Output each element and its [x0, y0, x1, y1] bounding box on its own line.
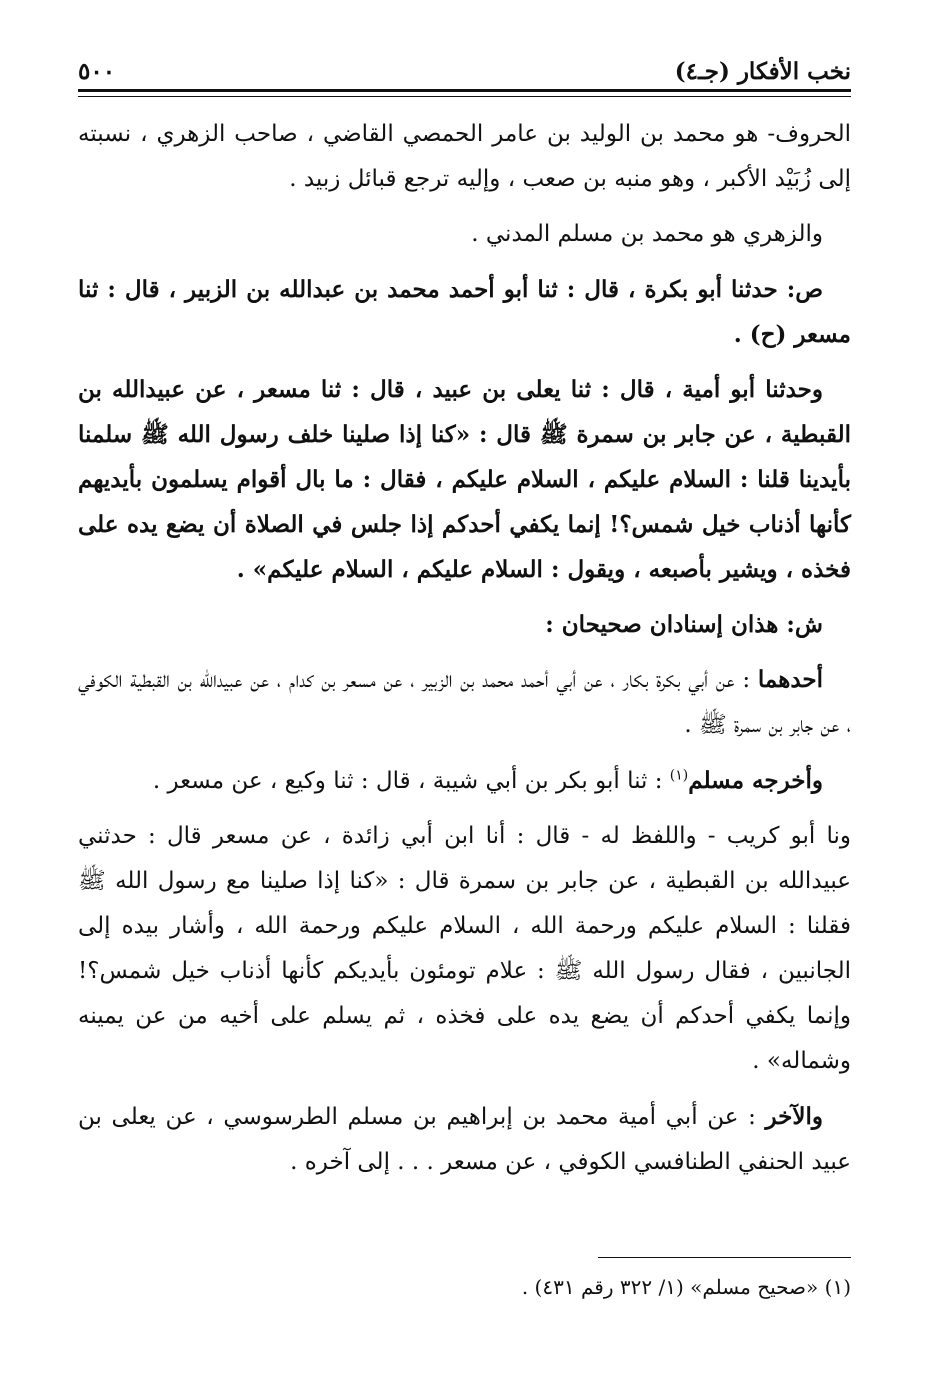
- page-header: [78, 54, 851, 88]
- header-rule-thick: [78, 89, 851, 92]
- paragraph-5: ش: هذان إسنادان صحيحان :: [545, 611, 823, 638]
- footnote: (١) «صحيح مسلم» (١/ ٣٢٢ رقم ٤٣١) .: [521, 1275, 851, 1299]
- paragraph-7: [78, 758, 851, 804]
- page-number: ٥٠٠: [78, 57, 116, 85]
- book-title: نخب الأفكار (جـ٤): [674, 57, 851, 85]
- paragraph-6-lead: أحدهما: [757, 666, 824, 693]
- paragraph-4: وحدثنا أبو أمية ، قال : ثنا يعلى بن عبيد ، قال : ثنا مسعر ، عن عبيدالله بن القبطية ، عن جابر بن سمرة ﷺ قال : «كنا إذا صلينا خلف رسول الله ﷺ سلمنا بأيدينا قلنا : السلام عليكم ، السلام عليكم ، فقال : ما بال أقوام يسلمون بأيديهم كأنها أذناب خيل شمس؟! إنما يكفي أحدكم إذا جلس في الصلاة أن يضع يده على فخذه ، ويشير بأصبعه ، ويقول : السلام عليكم ، السلام عليكم» .: [78, 376, 851, 583]
- paragraph-9-lead: والآخر: [765, 1103, 824, 1130]
- paragraph-3: ص: حدثنا أبو بكرة ، قال : ثنا أبو أحمد محمد بن عبدالله بن الزبير ، قال : ثنا مسعر (ح) .: [78, 276, 851, 348]
- paragraph-7-lead: وأخرجه مسلم: [688, 767, 823, 794]
- footnote-ref: (١): [669, 767, 689, 784]
- footnote-rule: [598, 1257, 851, 1258]
- page-body: [78, 112, 851, 1195]
- paragraph-9: [78, 1094, 851, 1185]
- paragraph-1: الحروف- هو محمد بن الوليد بن عامر الحمصي القاضي ، صاحب الزهري ، نسبته إلى زُبَيْد الأكبر ، وهو منبه بن صعب ، وإليه ترجع قبائل زبيد .: [78, 121, 851, 192]
- paragraph-6-text: : عن أبي بكرة بكار ، عن أبي أحمد محمد بن الزبير ، عن مسعر بن كدام ، عن عبيدالله بن القبطية الكوفي ، عن جابر بن سمرة ﷺ .: [78, 667, 851, 738]
- paragraph-9-text: : عن أبي أمية محمد بن إبراهيم بن مسلم الطرسوسي ، عن يعلى بن عبيد الحنفي الطنافسي الكوفي ، عن مسعر . . . إلى آخره .: [78, 1104, 851, 1175]
- header-rule-thin: [78, 96, 851, 97]
- paragraph-7-text: : ثنا أبو بكر بن أبي شيبة ، قال : ثنا وكيع ، عن مسعر .: [152, 768, 663, 794]
- paragraph-2: والزهري هو محمد بن مسلم المدني .: [471, 221, 823, 247]
- paragraph-6: [78, 657, 851, 748]
- paragraph-8: ونا أبو كريب - واللفظ له - قال : أنا ابن أبي زائدة ، عن مسعر قال : حدثني عبيدالله بن القبطية ، عن جابر بن سمرة قال : «كنا إذا صلينا مع رسول الله ﷺ فقلنا : السلام عليكم ورحمة الله ، السلام عليكم ورحمة الله ، وأشار بيده إلى الجانبين ، فقال رسول الله ﷺ : علام تومئون بأيديكم كأنها أذناب خيل شمس؟! وإنما يكفي أحدكم أن يضع يده على فخذه ، ثم يسلم على أخيه من عن يمينه وشماله» .: [78, 823, 851, 1074]
